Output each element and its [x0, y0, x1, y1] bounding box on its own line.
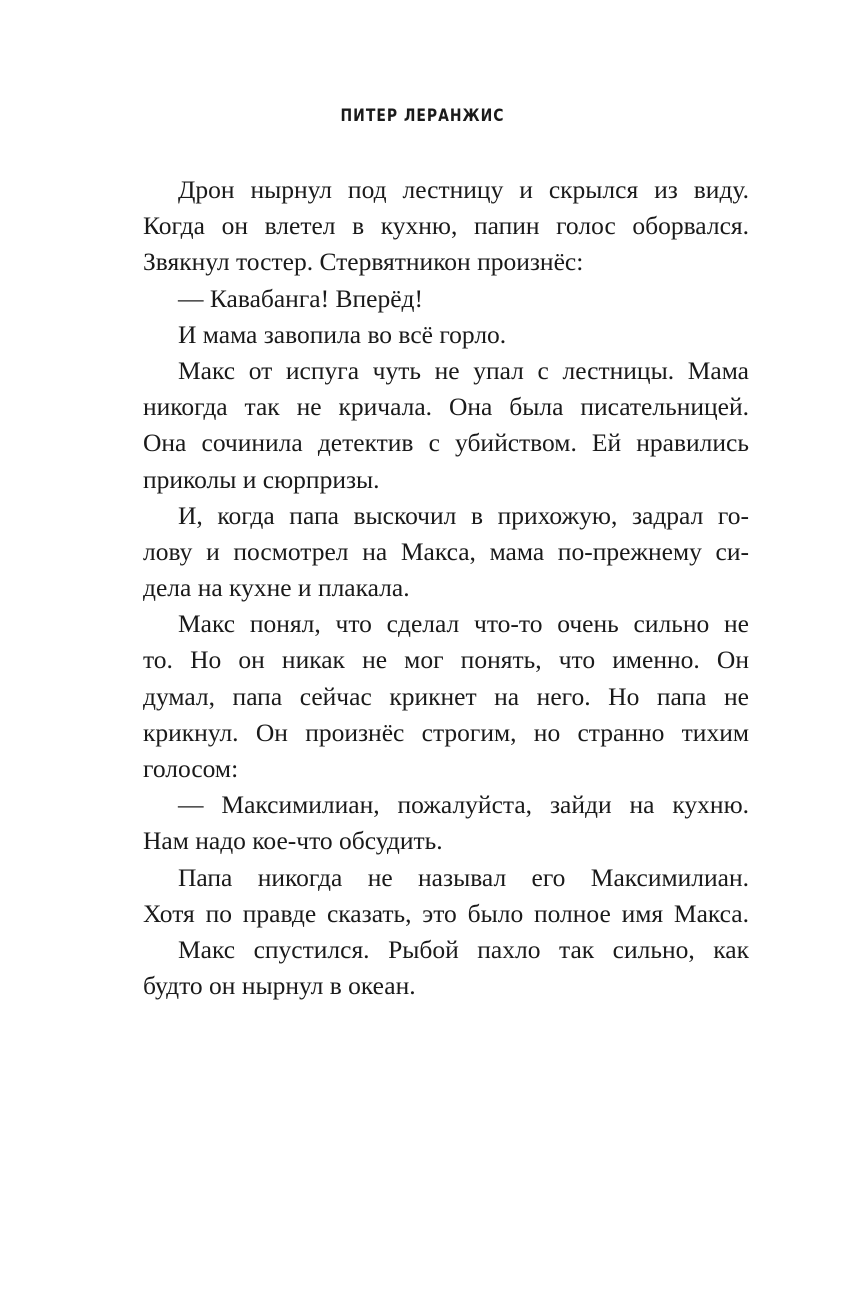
text-line: лову и посмотрел на Макса, мама по-прежнему си-: [143, 536, 749, 566]
text-line: Дрон нырнул под лестницу и скрылся из виду.: [178, 175, 749, 204]
text-line: крикнул. Он произнёс строгим, но странно тихим: [143, 717, 749, 747]
running-head-author: ПИТЕР ЛЕРАНЖИС: [340, 106, 505, 126]
text-line: думал, папа сейчас крикнет на него. Но папа не: [143, 681, 749, 711]
text-line: будто он нырнул в океан.: [143, 971, 416, 1001]
text-line: Когда он влетел в кухню, папин голос оборвался.: [143, 211, 749, 241]
text-line: Нам надо кое-что обсудить.: [143, 826, 443, 856]
text-line: Папа никогда не называл его Максимилиан.: [178, 862, 749, 892]
text-line: — Кавабанга! Вперёд!: [178, 283, 423, 313]
text-line: Она сочинила детектив с убийством. Ей нравились: [143, 428, 749, 458]
text-line: Макс спустился. Рыбой пахло так сильно, как: [178, 934, 749, 964]
text-line: И, когда папа выскочил в прихожую, задрал го-: [178, 500, 749, 530]
text-line: дела на кухне и плакала.: [143, 573, 410, 603]
text-line: голосом:: [143, 754, 239, 783]
text-line: — Максимилиан, пожалуйста, зайди на кухню.: [178, 790, 749, 820]
text-line: Звякнул тостер. Стервятникон произнёс:: [143, 247, 584, 277]
text-line: И мама завопила во всё горло.: [178, 319, 507, 349]
text-line: то. Но он никак не мог понять, что именно. Он: [143, 645, 749, 675]
body-text: [143, 172, 749, 1004]
text-line: Макс понял, что сделал что-то очень сильно не: [178, 609, 749, 639]
text-line: Хотя по правде сказать, это было полное имя Макса.: [143, 898, 749, 928]
text-line: приколы и сюрпризы.: [143, 464, 380, 494]
text-line: Макс от испуга чуть не упал с лестницы. Мама: [178, 355, 749, 385]
text-line: никогда так не кричала. Она была писательницей.: [143, 392, 749, 422]
